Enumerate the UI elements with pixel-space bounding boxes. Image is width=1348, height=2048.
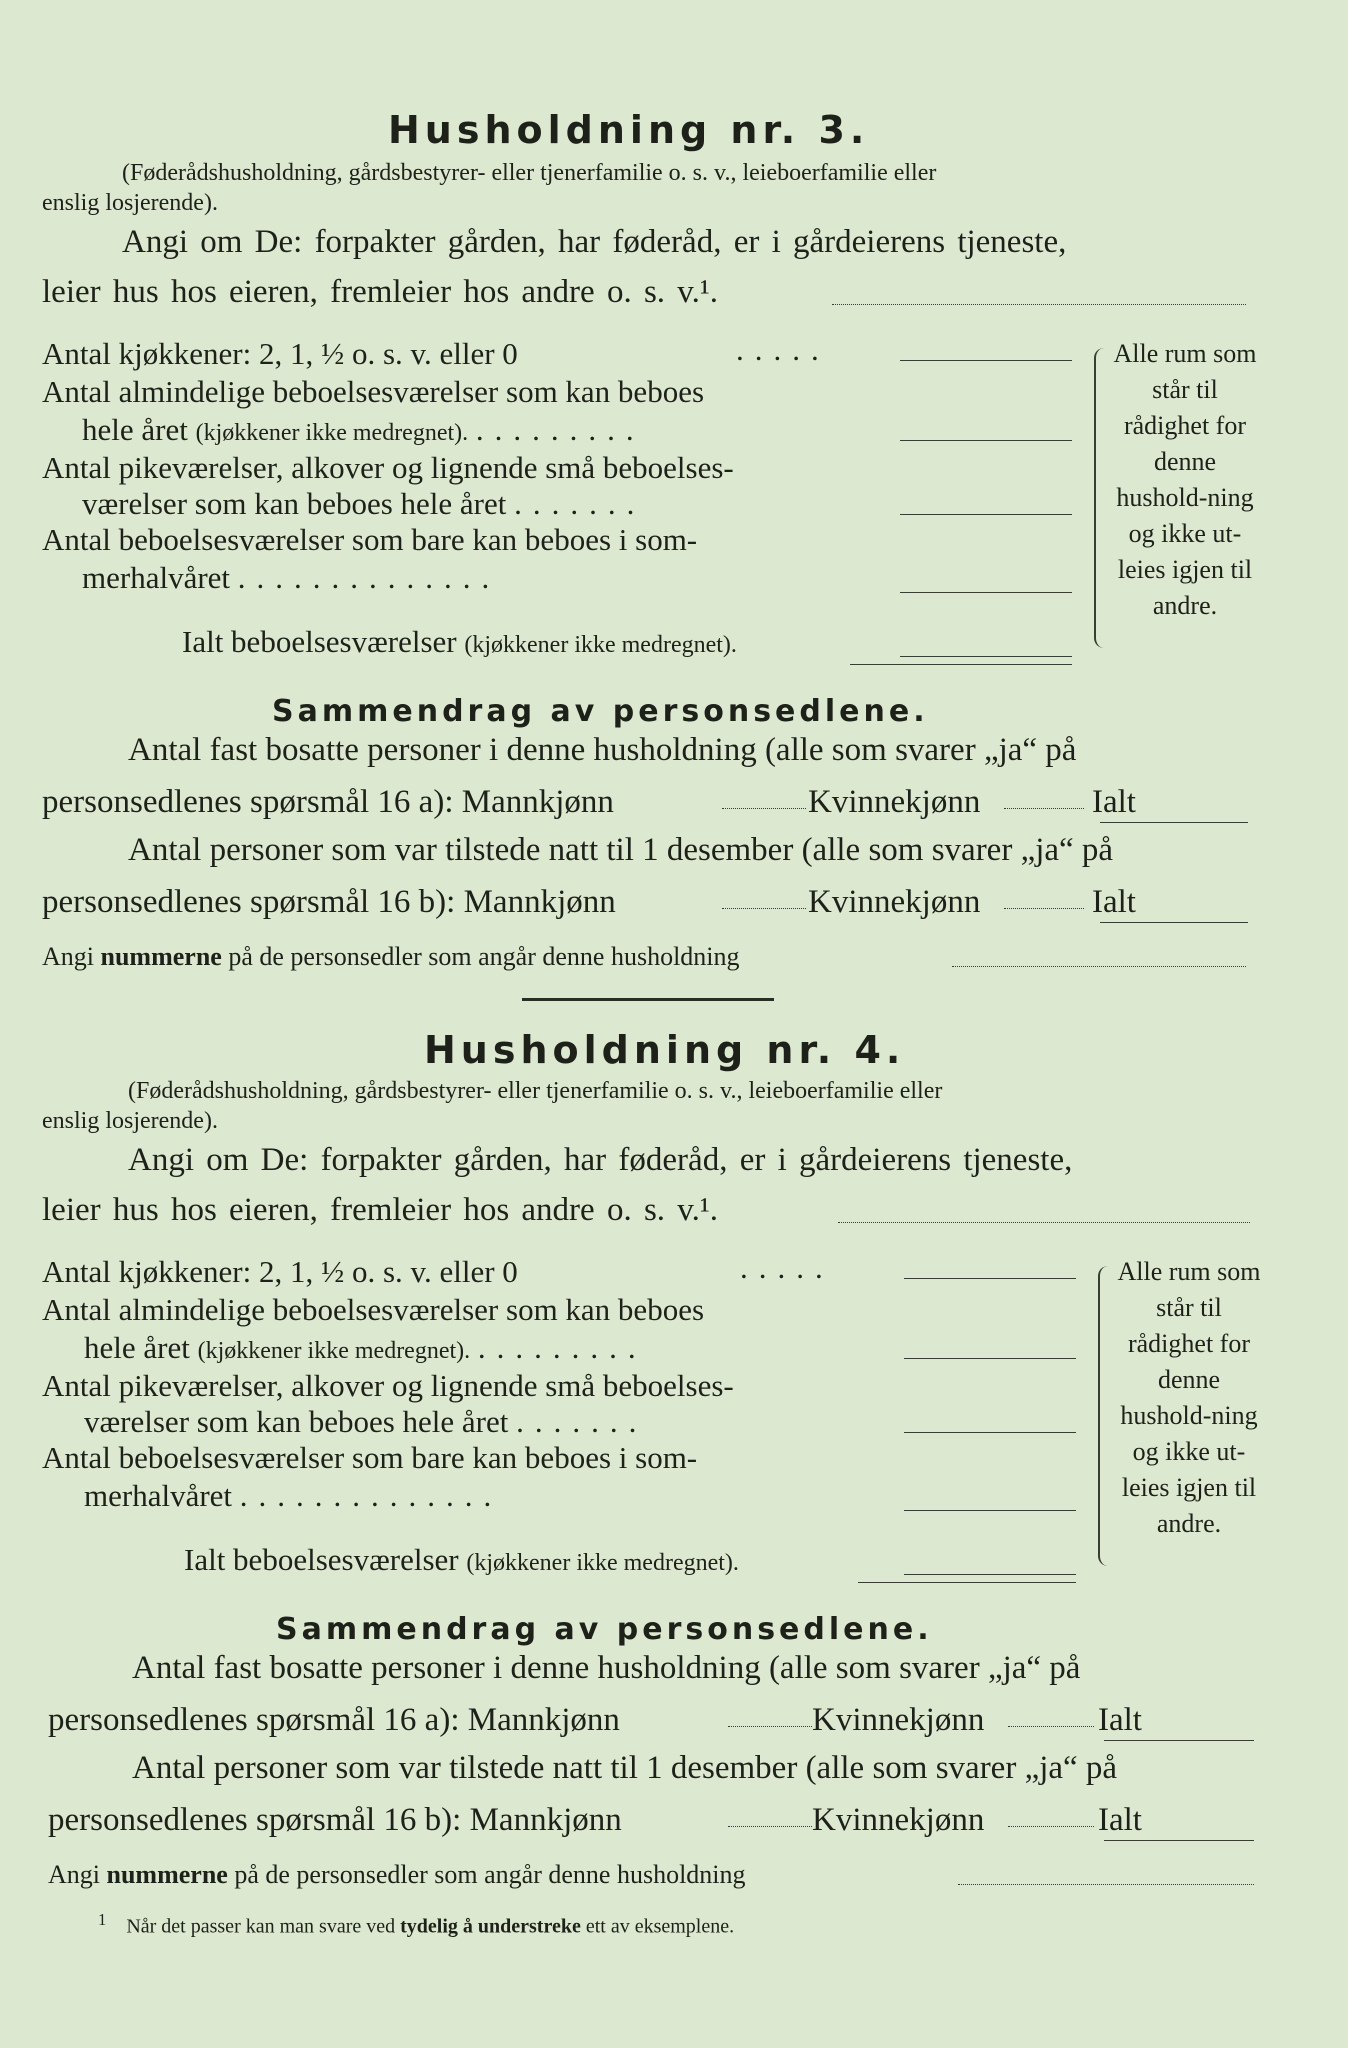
present-count-male-label: personsedlenes spørsmål 16 b): Mannkjønn xyxy=(48,1802,622,1838)
present-count-question: Antal personer som var tilstede natt til 1 desember (alle som svarer „ja“ på xyxy=(128,832,1114,868)
section-title: Husholdning nr. 4. xyxy=(424,1028,906,1072)
ordinary-rooms-field[interactable] xyxy=(904,1358,1076,1359)
total-rooms-field[interactable] xyxy=(900,656,1072,657)
kitchens-field[interactable] xyxy=(904,1278,1076,1279)
present-total-field[interactable] xyxy=(1104,1840,1254,1841)
footnote xyxy=(98,1910,734,1939)
summer-rooms-text: merhalvåret xyxy=(82,560,231,595)
summer-rooms-label: Antal beboelsesværelser som bare kan beboes i som- xyxy=(42,1440,698,1475)
resident-female-field[interactable] xyxy=(1004,808,1084,809)
leader-dots: ......... xyxy=(475,412,645,447)
person-numbers-label xyxy=(42,942,740,972)
resident-count-question: Antal fast bosatte personer i denne husholdning (alle som svarer „ja“ på xyxy=(128,732,1077,768)
ordinary-rooms-label-cont xyxy=(84,1330,647,1366)
resident-total-field[interactable] xyxy=(1104,1740,1254,1741)
present-male-field[interactable] xyxy=(722,908,806,909)
household-type-note: (Føderådshusholdning, gårdsbestyrer- eller tjenerfamilie o. s. v., leieboerfamilie eller xyxy=(122,160,937,186)
resident-count-male-label: personsedlenes spørsmål 16 a): Mannkjønn xyxy=(48,1702,620,1738)
ordinary-rooms-label: Antal almindelige beboelsesværelser som kan beboes xyxy=(42,1292,705,1327)
summary-title: Sammendrag av personsedlene. xyxy=(272,694,929,729)
numbers-prefix: Angi xyxy=(48,1860,100,1889)
brace-bracket xyxy=(1098,1266,1108,1566)
present-total-field[interactable] xyxy=(1100,922,1248,923)
present-female-field[interactable] xyxy=(1004,908,1084,909)
ordinary-rooms-label-cont xyxy=(82,412,645,448)
ordinary-rooms-label: Antal almindelige beboelsesværelser som kan beboes xyxy=(42,374,705,409)
total-underline xyxy=(850,664,1072,665)
tenure-question-cont: leier hus hos eieren, fremleier hos andre o. s. v.¹. xyxy=(42,1192,719,1228)
maid-rooms-label: Antal pikeværelser, alkover og lignende små beboelses- xyxy=(42,450,734,485)
summer-rooms-label: Antal beboelsesværelser som bare kan beboes i som- xyxy=(42,522,698,557)
numbers-emphasis: nummerne xyxy=(100,942,222,971)
total-underline xyxy=(858,1582,1076,1583)
tenure-question: Angi om De: forpakter gården, har føderåd, er i gårdeierens tjeneste, xyxy=(122,224,1067,260)
leader-dots: .............. xyxy=(237,560,501,595)
leader-dots: ....... xyxy=(516,1404,648,1439)
tenure-question: Angi om De: forpakter gården, har føderåd, er i gårdeierens tjeneste, xyxy=(128,1142,1073,1178)
brace-bracket xyxy=(1094,348,1104,648)
leader-dots: ....... xyxy=(514,486,646,521)
total-rooms-qualifier: (kjøkkener ikke medregnet). xyxy=(466,1550,739,1576)
female-label: Kvinnekjønn xyxy=(808,784,981,820)
total-rooms-label xyxy=(182,624,737,660)
maid-rooms-label-cont xyxy=(82,486,645,522)
total-label: Ialt xyxy=(1092,884,1136,920)
ordinary-rooms-field[interactable] xyxy=(900,440,1072,441)
maid-rooms-text: værelser som kan beboes hele året xyxy=(84,1404,509,1439)
total-label: Ialt xyxy=(1098,1802,1142,1838)
summer-rooms-field[interactable] xyxy=(900,592,1072,593)
maid-rooms-label-cont xyxy=(84,1404,647,1440)
leader-dots: .............. xyxy=(239,1478,503,1513)
maid-rooms-text: værelser som kan beboes hele året xyxy=(82,486,507,521)
tenure-answer-field[interactable] xyxy=(838,1222,1250,1223)
numbers-prefix: Angi xyxy=(42,942,94,971)
leader-dots: ..... xyxy=(736,332,830,367)
total-rooms-field[interactable] xyxy=(904,1574,1076,1575)
maid-rooms-field[interactable] xyxy=(904,1432,1076,1433)
summer-rooms-field[interactable] xyxy=(904,1510,1076,1511)
resident-count-question: Antal fast bosatte personer i denne husholdning (alle som svarer „ja“ på xyxy=(132,1650,1081,1686)
household-type-note-cont: enslig losjerende). xyxy=(42,1108,218,1134)
resident-total-field[interactable] xyxy=(1100,822,1248,823)
ordinary-rooms-qualifier: (kjøkkener ikke medregnet). xyxy=(195,420,469,446)
total-rooms-label xyxy=(184,1542,739,1578)
tenure-question-cont: leier hus hos eieren, fremleier hos andre o. s. v.¹. xyxy=(42,274,719,310)
total-label: Ialt xyxy=(1092,784,1136,820)
resident-male-field[interactable] xyxy=(722,808,806,809)
maid-rooms-label: Antal pikeværelser, alkover og lignende små beboelses- xyxy=(42,1368,734,1403)
female-label: Kvinnekjønn xyxy=(812,1702,985,1738)
resident-female-field[interactable] xyxy=(1008,1726,1094,1727)
tenure-answer-field[interactable] xyxy=(832,304,1246,305)
numbers-suffix: på de personsedler som angår denne husholdning xyxy=(228,942,740,971)
resident-male-field[interactable] xyxy=(728,1726,812,1727)
side-note: Alle rum som står til rådighet for denne hushold-ning og ikke ut-leies igjen til andre. xyxy=(1113,339,1257,620)
female-label: Kvinnekjønn xyxy=(808,884,981,920)
person-numbers-field[interactable] xyxy=(958,1884,1254,1885)
person-numbers-label xyxy=(48,1860,746,1890)
household-type-note-cont: enslig losjerende). xyxy=(42,190,218,216)
summer-rooms-label-cont xyxy=(82,560,500,596)
summer-rooms-label-cont xyxy=(84,1478,502,1514)
maid-rooms-field[interactable] xyxy=(900,514,1072,515)
kitchens-field[interactable] xyxy=(900,360,1072,361)
footnote-text-end: ett av eksemplene. xyxy=(585,1915,735,1938)
ordinary-rooms-qualifier: (kjøkkener ikke medregnet). xyxy=(197,1338,471,1364)
total-label: Ialt xyxy=(1098,1702,1142,1738)
kitchens-label: Antal kjøkkener: 2, 1, ½ o. s. v. eller 0 xyxy=(42,336,518,371)
summer-rooms-text: merhalvåret xyxy=(84,1478,233,1513)
kitchens-label: Antal kjøkkener: 2, 1, ½ o. s. v. eller 0 xyxy=(42,1254,518,1289)
ordinary-rooms-text: hele året xyxy=(84,1330,190,1365)
side-note: Alle rum som står til rådighet for denne hushold-ning og ikke ut-leies igjen til andre. xyxy=(1117,1257,1261,1538)
person-numbers-field[interactable] xyxy=(952,966,1246,967)
section-title: Husholdning nr. 3. xyxy=(388,108,870,152)
present-male-field[interactable] xyxy=(728,1826,812,1827)
section-divider xyxy=(522,998,774,1001)
household-type-note: (Føderådshusholdning, gårdsbestyrer- eller tjenerfamilie o. s. v., leieboerfamilie eller xyxy=(128,1078,943,1104)
numbers-suffix: på de personsedler som angår denne husholdning xyxy=(234,1860,746,1889)
resident-count-male-label: personsedlenes spørsmål 16 a): Mannkjønn xyxy=(42,784,614,820)
total-rooms-text: Ialt beboelsesværelser xyxy=(184,1542,459,1577)
present-count-male-label: personsedlenes spørsmål 16 b): Mannkjønn xyxy=(42,884,616,920)
leader-dots: ......... xyxy=(477,1330,647,1365)
summary-title: Sammendrag av personsedlene. xyxy=(276,1612,933,1647)
footnote-text: Når det passer kan man svare ved xyxy=(126,1915,396,1938)
ordinary-rooms-text: hele året xyxy=(82,412,188,447)
numbers-emphasis: nummerne xyxy=(106,1860,228,1889)
footnote-emphasis: tydelig å understreke xyxy=(400,1915,581,1938)
present-female-field[interactable] xyxy=(1008,1826,1094,1827)
female-label: Kvinnekjønn xyxy=(812,1802,985,1838)
leader-dots: ..... xyxy=(740,1250,834,1285)
footnote-mark: 1 xyxy=(98,1910,107,1929)
present-count-question: Antal personer som var tilstede natt til 1 desember (alle som svarer „ja“ på xyxy=(132,1750,1118,1786)
total-rooms-text: Ialt beboelsesværelser xyxy=(182,624,457,659)
total-rooms-qualifier: (kjøkkener ikke medregnet). xyxy=(464,632,737,658)
